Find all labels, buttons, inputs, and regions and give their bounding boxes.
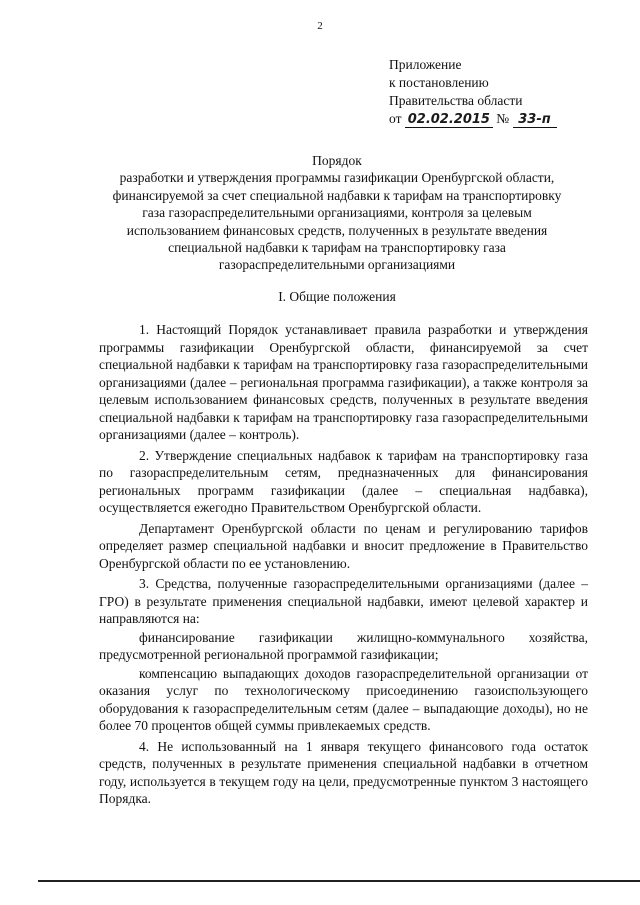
appendix-line-2: к постановлению [389, 75, 489, 90]
title-line: финансируемой за счет специальной надбавки к тарифам на транспортировку [112, 187, 562, 203]
paragraph-3: 3. Средства, полученные газораспределительными организациями (далее – ГРО) в результате применения специальной надбавки, имеют целевой характер и направляются на: [99, 576, 588, 626]
body-text [99, 321, 588, 811]
paragraph-3-item-2: компенсацию выпадающих доходов газораспределительной организации от оказания услуг по технологическому присоединению газоиспользующего оборудования к газораспределительным сетям (далее – выпадающие доходы), но не более 70 процентов общей суммы привлекаемых средств. [99, 665, 588, 733]
handwritten-date: 02.02.2015 [405, 113, 493, 128]
appendix-line-3: Правительства области [389, 93, 523, 108]
title-line: газораспределительными организациями [218, 257, 456, 273]
title-heading: Порядок [312, 153, 362, 168]
section-heading: I. Общие положения [278, 289, 396, 304]
bottom-rule [38, 880, 640, 882]
title-line: специальной надбавки к тарифам на транспортировку газа [168, 240, 506, 256]
handwritten-number: 33-п [513, 113, 557, 128]
paragraph-1: 1. Настоящий Порядок устанавливает правила разработки и утверждения программы газификации Оренбургской области, финансируемой за счет специальной надбавки к тарифам на транспортировку газа газораспределительными организациями (далее – региональная программа газификации), а также контроля за целевым использованием финансовых средств, полученных в результате введения специальной надбавки к тарифам на транспортировку газа газораспределительными организациями (далее – контроль). [99, 322, 588, 442]
title-line: газа газораспределительными организациями, контроля за целевым [142, 205, 532, 221]
appendix-line-1: Приложение [389, 57, 462, 72]
paragraph-2: 2. Утверждение специальных надбавок к тарифам на транспортировку газа по газораспределительным сетям, предназначенных для финансирования региональных программ газификации (далее – специальная надбавка), осуществляется ежегодно Правительством Оренбургской области. [99, 447, 588, 515]
appendix-number-sign: № [496, 111, 510, 126]
page-number: 2 [317, 20, 323, 32]
title-line: использованием финансовых средств, полученных в результате введения [126, 222, 548, 238]
paragraph-4: 4. Не использованный на 1 января текущего финансового года остаток средств, полученных в результате применения специальной надбавки в отчетном году, используется в текущем году на цели, предусмотренные пунктом 3 настоящего Порядка. [99, 738, 588, 806]
title-line: разработки и утверждения программы газификации Оренбургской области, [119, 170, 555, 186]
paragraph-2-note: Департамент Оренбургской области по ценам и регулированию тарифов определяет размер специальной надбавки и вносит предложение в Правительство Оренбургской области по ее установлению. [99, 520, 588, 571]
appendix-date-prefix: от [389, 111, 402, 126]
document-title [92, 152, 582, 274]
paragraph-3-item-1: финансирование газификации жилищно-коммунального хозяйства, предусмотренной региональной программой газификации; [99, 629, 588, 662]
appendix-block [389, 56, 557, 128]
appendix-date-line [389, 110, 557, 128]
